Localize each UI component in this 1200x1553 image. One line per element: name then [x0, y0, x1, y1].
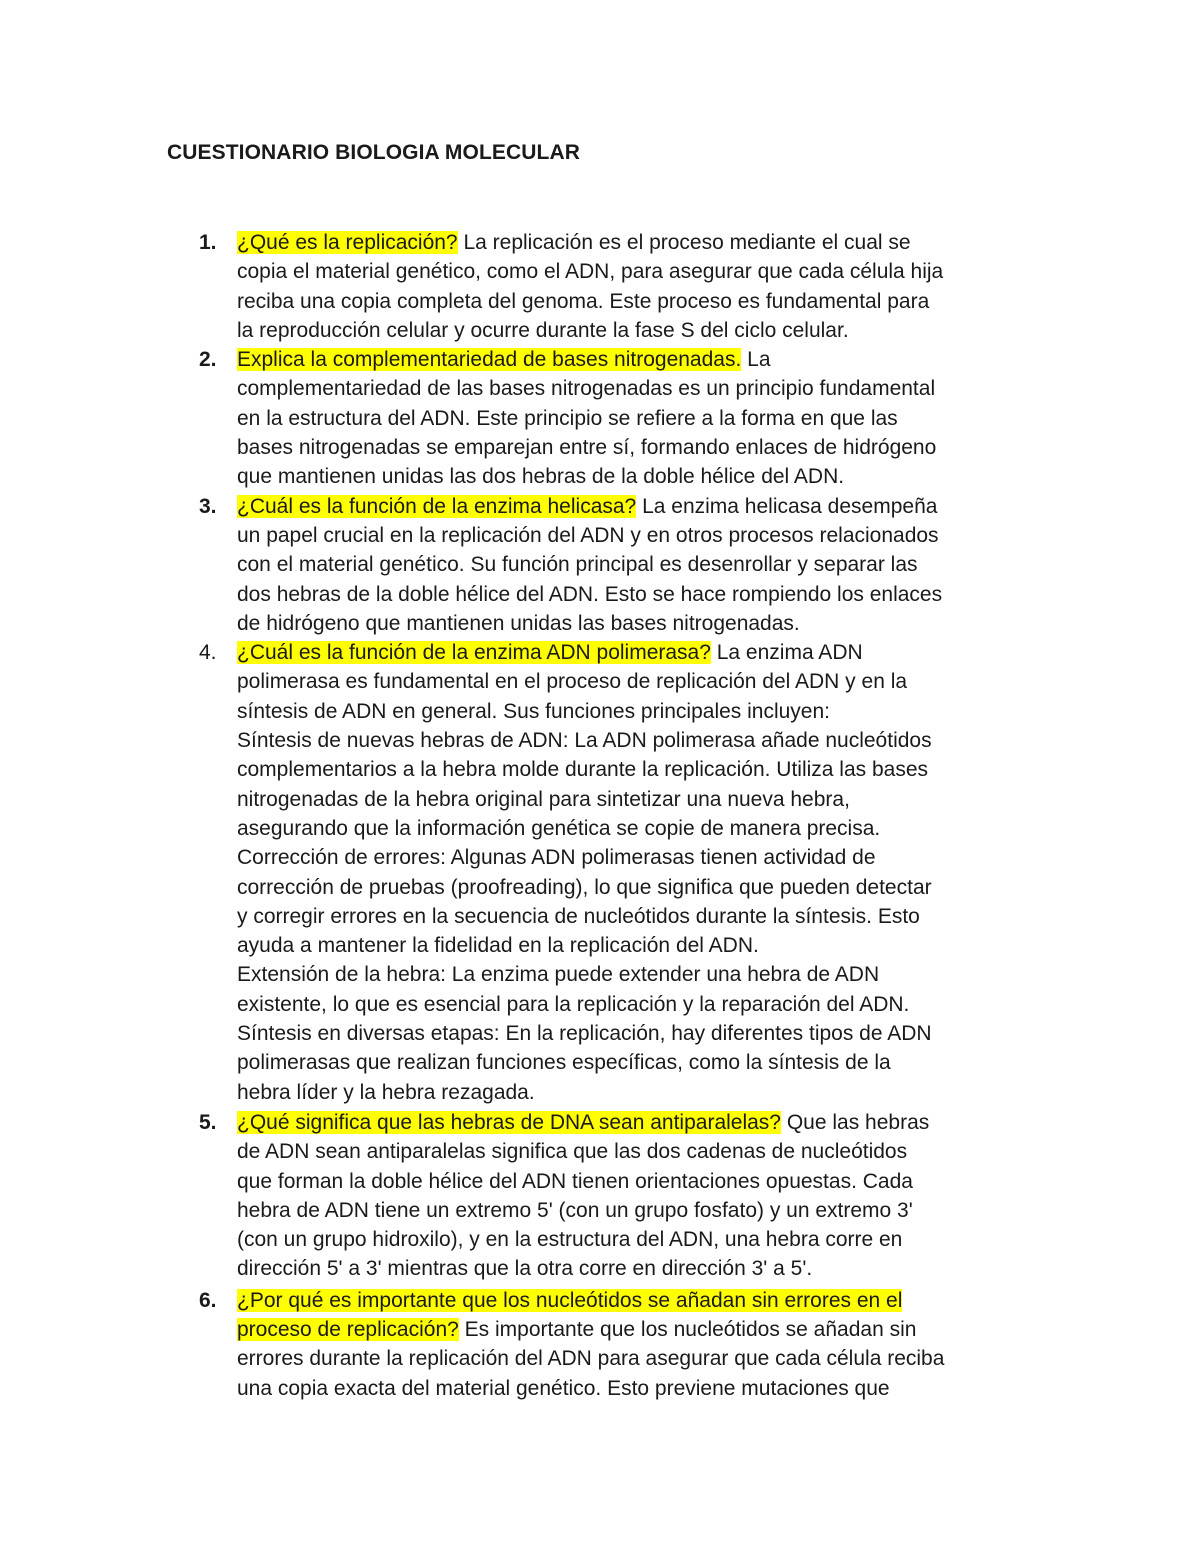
question-item	[0, 638, 1200, 1107]
text-line	[237, 433, 1037, 462]
text-line	[237, 550, 1037, 579]
text-line	[237, 1315, 1037, 1344]
answer-text: un papel crucial en la replicación del ADN y en otros procesos relacionados	[237, 523, 939, 547]
answer-text: Síntesis de nuevas hebras de ADN: La ADN polimerasa añade nucleótidos	[237, 729, 932, 753]
text-line	[237, 843, 1037, 872]
answer-text: con el material genético. Su función principal es desenrollar y separar las	[237, 553, 918, 577]
text-line	[237, 1108, 1037, 1137]
text-line	[237, 374, 1037, 403]
text-line	[237, 902, 1037, 931]
answer-text: Que las hebras	[781, 1110, 930, 1134]
text-line	[237, 755, 1037, 784]
answer-text: Es importante que los nucleótidos se añadan sin	[458, 1317, 917, 1341]
highlighted-question: ¿Cuál es la función de la enzima helicasa?	[237, 494, 637, 518]
question-item	[0, 1108, 1200, 1284]
text-line	[237, 1167, 1037, 1196]
answer-text: La enzima helicasa desempeña	[636, 494, 938, 518]
text-line	[237, 638, 1037, 667]
highlighted-question: ¿Qué significa que las hebras de DNA sean antiparalelas?	[237, 1110, 781, 1134]
answer-text: asegurando que la información genética se copie de manera precisa.	[237, 816, 881, 840]
text-line	[237, 1254, 1037, 1283]
question-number: 6.	[199, 1288, 217, 1312]
answer-text: (con un grupo hidroxilo), y en la estructura del ADN, una hebra corre en	[237, 1228, 903, 1252]
question-body	[237, 228, 1037, 345]
question-body	[237, 345, 1037, 491]
text-line	[237, 1374, 1037, 1403]
answer-text: que forman la doble hélice del ADN tienen orientaciones opuestas. Cada	[237, 1169, 913, 1193]
text-line	[237, 316, 1037, 345]
answer-text: copia el material genético, como el ADN, para asegurar que cada célula hija	[237, 260, 944, 284]
highlighted-question: ¿Cuál es la función de la enzima ADN polimerasa?	[237, 641, 711, 665]
text-line	[237, 1196, 1037, 1225]
question-list	[0, 228, 1200, 1403]
answer-text: La	[741, 348, 771, 372]
answer-text: hebra líder y la hebra rezagada.	[237, 1080, 535, 1104]
answer-text: síntesis de ADN en general. Sus funciones principales incluyen:	[237, 699, 831, 723]
text-line	[237, 1137, 1037, 1166]
answer-text: polimerasas que realizan funciones específicas, como la síntesis de la	[237, 1051, 891, 1075]
text-line	[237, 1286, 1037, 1315]
answer-text: que mantienen unidas las dos hebras de la doble hélice del ADN.	[237, 465, 845, 489]
text-line	[237, 931, 1037, 960]
question-item	[0, 345, 1200, 491]
answer-text: existente, lo que es esencial para la replicación y la reparación del ADN.	[237, 992, 910, 1016]
answer-text: de ADN sean antiparalelas significa que las dos cadenas de nucleótidos	[237, 1140, 908, 1164]
text-line	[237, 257, 1037, 286]
document-title: CUESTIONARIO BIOLOGIA MOLECULAR	[167, 141, 580, 164]
answer-text: Corrección de errores: Algunas ADN polimerasas tienen actividad de	[237, 846, 876, 870]
text-line	[237, 667, 1037, 696]
answer-text: La replicación es el proceso mediante el cual se	[457, 231, 911, 254]
question-number: 4.	[199, 641, 217, 665]
text-line	[237, 990, 1037, 1019]
highlighted-question: Explica la complementariedad de bases nitrogenadas.	[237, 348, 742, 372]
text-line	[237, 521, 1037, 550]
answer-text: de hidrógeno que mantienen unidas las bases nitrogenadas.	[237, 611, 800, 635]
question-number: 2.	[199, 348, 217, 372]
answer-text: y corregir errores en la secuencia de nucleótidos durante la síntesis. Esto	[237, 904, 920, 928]
text-line	[237, 1019, 1037, 1048]
text-line	[237, 873, 1037, 902]
text-line	[237, 462, 1037, 491]
answer-text: una copia exacta del material genético. Esto previene mutaciones que	[237, 1376, 890, 1400]
question-number: 1.	[199, 231, 217, 254]
answer-text: errores durante la replicación del ADN para asegurar que cada célula reciba	[237, 1347, 945, 1371]
answer-text: hebra de ADN tiene un extremo 5' (con un grupo fosfato) y un extremo 3'	[237, 1198, 913, 1222]
answer-text: dirección 5' a 3' mientras que la otra corre en dirección 3' a 5'.	[237, 1257, 813, 1281]
text-line	[237, 785, 1037, 814]
highlighted-question: proceso de replicación?	[237, 1317, 459, 1341]
text-line	[237, 580, 1037, 609]
answer-text: dos hebras de la doble hélice del ADN. Esto se hace rompiendo los enlaces	[237, 582, 943, 606]
question-body	[237, 1108, 1037, 1284]
text-line	[237, 1225, 1037, 1254]
answer-text: bases nitrogenadas se emparejan entre sí, formando enlaces de hidrógeno	[237, 436, 937, 460]
answer-text: complementariedad de las bases nitrogenadas es un principio fundamental	[237, 377, 936, 401]
answer-text: nitrogenadas de la hebra original para sintetizar una nueva hebra,	[237, 787, 850, 811]
text-line	[237, 1078, 1037, 1107]
text-line	[237, 404, 1037, 433]
highlighted-question: ¿Qué es la replicación?	[237, 231, 458, 254]
question-item	[0, 1286, 1200, 1403]
text-line	[237, 960, 1037, 989]
text-line	[237, 287, 1037, 316]
answer-text: Extensión de la hebra: La enzima puede extender una hebra de ADN	[237, 963, 880, 987]
text-line	[237, 345, 1037, 374]
text-line	[237, 492, 1037, 521]
text-line	[237, 726, 1037, 755]
question-item	[0, 228, 1200, 345]
question-body	[237, 1286, 1037, 1403]
text-line	[237, 609, 1037, 638]
text-line	[237, 1344, 1037, 1373]
answer-text: La enzima ADN	[710, 641, 863, 665]
question-item	[0, 492, 1200, 638]
answer-text: polimerasa es fundamental en el proceso de replicación del ADN y en la	[237, 670, 908, 694]
question-body	[237, 638, 1037, 1107]
text-line	[237, 1048, 1037, 1077]
question-body	[237, 492, 1037, 638]
answer-text: reciba una copia completa del genoma. Este proceso es fundamental para	[237, 289, 930, 313]
text-line	[237, 697, 1037, 726]
highlighted-question: ¿Por qué es importante que los nucleótidos se añadan sin errores en el	[237, 1288, 903, 1312]
text-line	[237, 228, 1037, 257]
answer-text: corrección de pruebas (proofreading), lo que significa que pueden detectar	[237, 875, 932, 899]
answer-text: ayuda a mantener la fidelidad en la replicación del ADN.	[237, 934, 759, 958]
question-number: 3.	[199, 494, 217, 518]
answer-text: la reproducción celular y ocurre durante la fase S del ciclo celular.	[237, 318, 849, 342]
answer-text: en la estructura del ADN. Este principio se refiere a la forma en que las	[237, 406, 898, 430]
text-line	[237, 814, 1037, 843]
question-number: 5.	[199, 1110, 217, 1134]
answer-text: complementarios a la hebra molde durante la replicación. Utiliza las bases	[237, 758, 929, 782]
answer-text: Síntesis en diversas etapas: En la replicación, hay diferentes tipos de ADN	[237, 1022, 932, 1046]
